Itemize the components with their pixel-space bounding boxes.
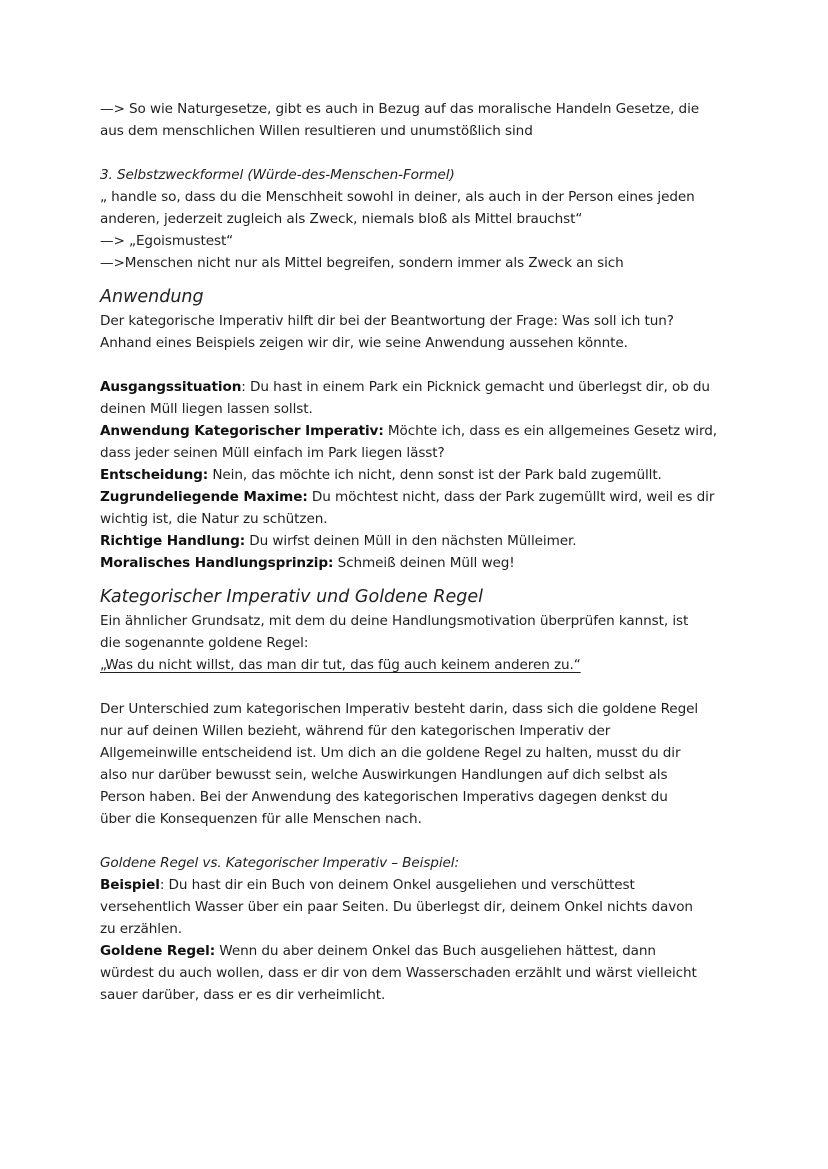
ausgangssituation-text: : Du hast in einem Park ein Picknick gemacht und überlegst dir, ob du — [241, 379, 710, 395]
anwendung-ki-text: dass jeder seinen Müll einfach im Park liegen lässt? — [100, 445, 445, 461]
maxime-label: Zugrundeliegende Maxime: — [100, 489, 308, 505]
unterschied-paragraph-line: Der Unterschied zum kategorischen Imperativ besteht darin, dass sich die goldene Regel — [100, 701, 699, 717]
goldene-regel-text: würdest du auch wollen, dass er dir von dem Wasserschaden erzählt und wärst vielleicht — [100, 965, 697, 981]
maxime-text: Du möchtest nicht, dass der Park zugemüllt wird, weil es dir — [307, 489, 715, 505]
goldene-regel-line — [100, 940, 740, 962]
anwendung-heading: Anwendung — [100, 287, 204, 307]
selbstzweck-quote-line: anderen, jederzeit zugleich als Zweck, niemals bloß als Mittel brauchst“ — [100, 211, 583, 227]
unterschied-paragraph-line: Allgemeinwille entscheidend ist. Um dich an die goldene Regel zu halten, musst du dir — [100, 745, 681, 761]
handlung-label: Richtige Handlung: — [100, 533, 246, 549]
selbstzweck-note: —> „Egoismustest“ — [100, 233, 234, 249]
entscheidung-text: Nein, das möchte ich nicht, denn sonst ist der Park bald zugemüllt. — [208, 467, 662, 483]
handlung-line — [100, 530, 740, 552]
anwendung-ki-text: Möchte ich, dass es ein allgemeines Gesetz wird, — [383, 423, 717, 439]
goldene-regel-text: sauer darüber, dass er es dir verheimlicht. — [100, 987, 386, 1003]
selbstzweck-title: 3. Selbstzweckformel (Würde-des-Menschen-Formel) — [100, 167, 455, 183]
anwendung-ki-line — [100, 420, 740, 442]
maxime-line — [100, 486, 740, 508]
maxime-text: wichtig ist, die Natur zu schützen. — [100, 511, 328, 527]
entscheidung-label: Entscheidung: — [100, 467, 209, 483]
document-page — [100, 98, 740, 1006]
handlung-text: Du wirfst deinen Müll in den nächsten Mülleimer. — [245, 533, 577, 549]
goldene-regel-label: Goldene Regel: — [100, 943, 216, 959]
selbstzweck-quote-line: „ handle so, dass du die Menschheit sowohl in deiner, als auch in der Person eines jeden — [100, 189, 695, 205]
ausgangssituation-line — [100, 376, 740, 398]
beispiel-label: Beispiel — [100, 877, 160, 893]
selbstzweck-note: —>Menschen nicht nur als Mittel begreifen, sondern immer als Zweck an sich — [100, 255, 624, 271]
goldene-regel-intro-line: die sogenannte goldene Regel: — [100, 635, 309, 651]
ausgangssituation-text: deinen Müll liegen lassen sollst. — [100, 401, 313, 417]
goldene-regel-quote: „Was du nicht willst, das man dir tut, das füg auch keinem anderen zu.“ — [100, 657, 581, 673]
beispiel-line — [100, 874, 740, 896]
entscheidung-line — [100, 464, 740, 486]
unterschied-paragraph-line: also nur darüber bewusst sein, welche Auswirkungen Handlungen auf dich selbst als — [100, 767, 668, 783]
anwendung-intro-line: Anhand eines Beispiels zeigen wir dir, wie seine Anwendung aussehen könnte. — [100, 335, 628, 351]
anwendung-intro-line: Der kategorische Imperativ hilft dir bei der Beantwortung der Frage: Was soll ich tun? — [100, 313, 674, 329]
prinzip-text: Schmeiß deinen Müll weg! — [333, 555, 515, 571]
intro-line: —> So wie Naturgesetze, gibt es auch in Bezug auf das moralische Handeln Gesetze, die — [100, 101, 700, 117]
goldene-regel-text: Wenn du aber deinem Onkel das Buch ausgeliehen hättest, dann — [215, 943, 656, 959]
beispiel-text: zu erzählen. — [100, 921, 182, 937]
goldene-regel-heading: Kategorischer Imperativ und Goldene Regel — [100, 587, 484, 607]
unterschied-paragraph-line: über die Konsequenzen für alle Menschen nach. — [100, 811, 422, 827]
intro-line: aus dem menschlichen Willen resultieren und unumstößlich sind — [100, 123, 533, 139]
prinzip-line — [100, 552, 740, 574]
anwendung-ki-label: Anwendung Kategorischer Imperativ: — [100, 423, 384, 439]
beispiel-text: versehentlich Wasser über ein paar Seiten. Du überlegst dir, deinem Onkel nichts davon — [100, 899, 693, 915]
beispiel-title: Goldene Regel vs. Kategorischer Imperativ – Beispiel: — [100, 855, 459, 871]
prinzip-label: Moralisches Handlungsprinzip: — [100, 555, 334, 571]
ausgangssituation-label: Ausgangssituation — [100, 379, 242, 395]
beispiel-text: : Du hast dir ein Buch von deinem Onkel ausgeliehen und verschüttest — [159, 877, 635, 893]
unterschied-paragraph-line: Person haben. Bei der Anwendung des kategorischen Imperativs dagegen denkst du — [100, 789, 668, 805]
goldene-regel-intro-line: Ein ähnlicher Grundsatz, mit dem du deine Handlungsmotivation überprüfen kannst, ist — [100, 613, 689, 629]
unterschied-paragraph-line: nur auf deinen Willen bezieht, während für den kategorischen Imperativ der — [100, 723, 611, 739]
